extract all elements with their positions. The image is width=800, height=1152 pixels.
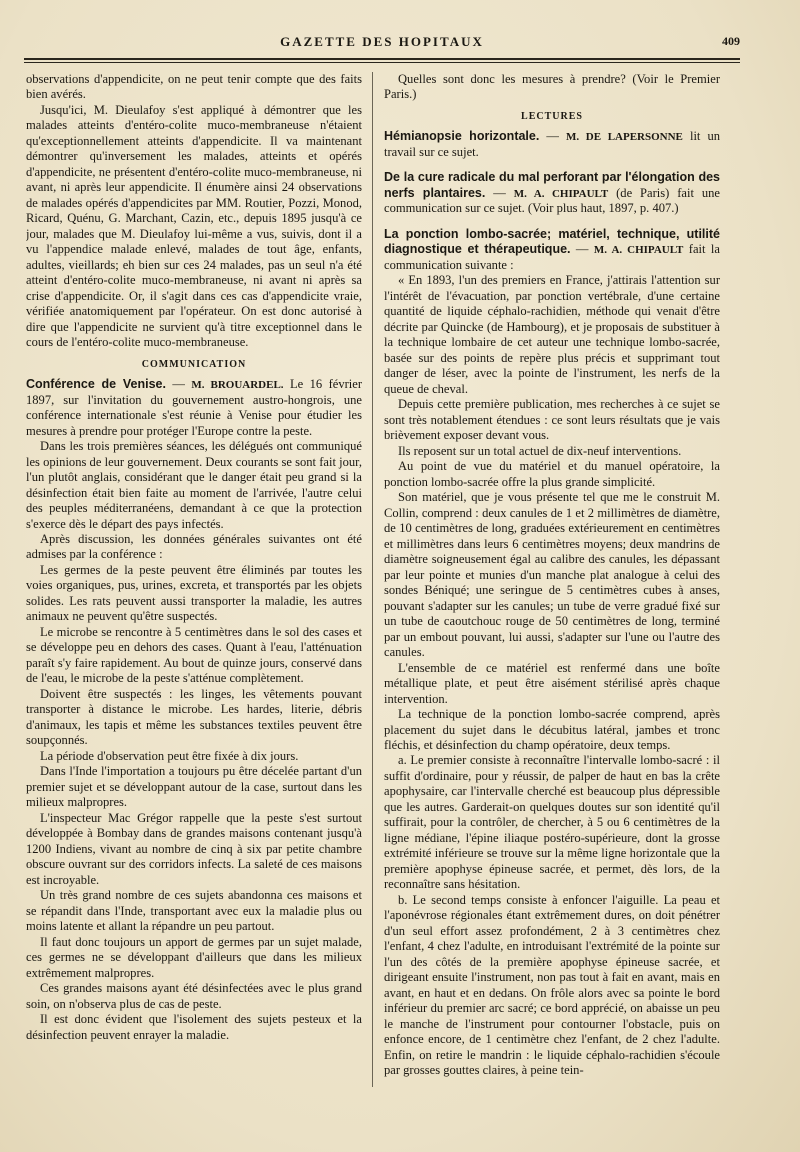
article-title: La ponction lombo-sacrée; matériel, technique, utilité diagnostique et thérapeutique.	[384, 226, 720, 257]
paragraph: Il est donc évident que l'isolement des sujets pesteux et la désinfection peuvent enrayer la maladie.	[26, 1012, 362, 1042]
article-author: M. DE LAPERSONNE	[565, 131, 683, 144]
paragraph: La période d'observation peut être fixée à dix jours.	[40, 748, 299, 763]
article-title: Conférence de Venise.	[26, 377, 166, 392]
column-divider	[372, 72, 373, 1087]
paragraph: Quelles sont donc les mesures à prendre? (Voir le Premier Paris.)	[384, 72, 720, 102]
article-lead-hemianopsie	[384, 129, 720, 160]
paragraph: Le microbe se rencontre à 5 centimètres dans le sol des cases et se développe peu en dehors des cases. Quant à l'eau, l'atténuation paraît s'y faire rapidement. Au bout de quinze jours, conservé dans de l'eau, le microbe de la peste s'atténue complètement.	[26, 624, 362, 686]
paragraph: Les germes de la peste peuvent être éliminés par toutes les voies organiques, pus, urines, excreta, et transportés par les objets solides. Les rats peuvent aussi transporter la maladie, les autres animaux ne peuvent qu'être suspectés.	[26, 562, 362, 624]
article-text: (de Paris) fait une communication sur ce sujet. (Voir plus haut, 1897, p. 407.)	[384, 185, 720, 216]
spacer	[384, 217, 720, 223]
dash: —	[165, 377, 192, 392]
paragraph: Son matériel, que je vous présente tel que me le construit M. Collin, comprend : deux canules de 1 et 2 millimètres de diamètre, de 10 centimètres de long, graduées extérieurement en centimètres et millimètres dans leurs 6 centimètres moyens; deux mandrins de diamètre soigneusement égal au calibre des canules, les dépassant par leur pointe et munies d'un manche plat analogue à celui des sondes Béniqué; une seringue de 5 centimètres cubes à anses, pouvant s'adapter sur les canules; un tube de verre gradué fixé sur un tube de caoutchouc rouge de 50 centimètres de long, terminé par un embout pouvant, lui aussi, s'adapter sur l'une ou l'autre des canules.	[384, 490, 720, 660]
paragraph: Après discussion, les données générales suivantes ont été admises par la conférence :	[26, 532, 362, 562]
paragraph: Dans les trois premières séances, les délégués ont communiqué les opinions de leur gouvernement. Deux courants se sont fait jour, l'un plutôt anglais, considérant que le danger était peu grand si la désinfection était bien faite au moment de l'arrivée, l'autre celui des peuples méditerranéens, demandant à ce que la protection s'exerce dès le départ des pays infectés.	[26, 439, 362, 531]
dash: —	[485, 185, 514, 200]
article-lead-mal-perforant	[384, 170, 720, 217]
section-heading-communication: COMMUNICATION	[141, 358, 247, 370]
paragraph: Ces grandes maisons ayant été désinfectées avec le plus grand soin, on n'observa plus de cas de peste.	[26, 981, 362, 1011]
dash: —	[570, 242, 594, 257]
paragraph: Au point de vue du matériel et du manuel opératoire, la ponction lombo-sacrée offre la plus grande simplicité.	[384, 459, 720, 489]
right-column	[384, 72, 720, 1142]
page-number: 409	[722, 34, 740, 48]
paragraph: L'ensemble de ce matériel est renfermé dans une boîte métallique plate, et peut être aisément stérilisé après chaque intervention.	[384, 660, 720, 706]
paragraph: Jusqu'ici, M. Dieulafoy s'est appliqué à démontrer que les malades atteints d'entéro-colite muco-membraneuse n'étaient qu'exceptionnellement atteints d'appendicite. Il va maintenant démontrer qu'inversement les malades, atteints et opérés d'appendicite, ne présentent d'entéro-colite muco-membraneuse, ni avant, ni après leur appendicite. Il énumère ainsi 24 observations de malades opérés d'appendicites par MM. Routier, Pozzi, Monod, Ricard, Quénu, G. Marchant, Cazin, etc., depuis 1895 jusqu'à ce jour, malades que M. Dieulafoy lui-même a vus, suivis, dont il a vu l'appendice malade enlevé, malades de tout âge, enfants, adultes, vieillards; eh bien sur ces 24 malades, pas un seul n'a été atteint d'entéro-colite muco-membraneuse, ni avant ni après sa crise d'appendicite. Or, il s'agit dans ces cas d'appendicite vraie, vérifiée anatomiquement par l'opérateur. On est donc autorisé à dire que l'appendicite ne survient qu'à titre exceptionnel dans le cours de l'entéro-colite muco-membraneuse.	[26, 102, 362, 350]
article-lead-ponction	[384, 227, 720, 274]
paragraph: « En 1893, l'un des premiers en France, j'attirais l'attention sur l'intérêt de l'évacuation, par ponction vertébrale, d'une certaine quantité de liquide céphalo-rachidien, méthode qui venait d'être décrite par Quincke (de Hambourg), et je proposais de substituer à la technique lombaire de cet auteur une technique lombo-sacrée, basée sur des points de repère plus précis et supprimant tout danger de léser, avec la pointe de l'instrument, les nerfs de la queue de cheval.	[384, 273, 720, 396]
paragraph: La technique de la ponction lombo-sacrée comprend, après placement du sujet dans le décubitus latéral, jambes et tronc fléchis, et désinfection du champ opératoire, deux temps.	[384, 707, 720, 752]
paragraph: Doivent être suspectés : les linges, les vêtements pouvant transporter à distance le microbe. Les hardes, literie, débris d'animaux, les tapis et même les substances textiles peuvent être soupçonnés.	[26, 686, 362, 748]
header-rule-thin	[24, 62, 740, 63]
paragraph: Il faut donc toujours un apport de germes par un sujet malade, ces germes ne se développant d'ailleurs que dans les milieux extrêmement malpropres.	[26, 934, 362, 980]
article-author: M. A. CHIPAULT	[593, 244, 684, 257]
dash: —	[539, 129, 566, 144]
article-text: Le 16 février 1897, sur l'invitation du gouvernement austro-hongrois, une conférence internationale s'est réunie à Venise pour étudier les mesures à prendre pour protéger l'Europe contre la peste.	[26, 377, 362, 438]
paragraph: L'inspecteur Mac Grégor rappelle que la peste s'est surtout développée à Bombay dans de grandes maisons contenant jusqu'à 1200 Indiens, vivant au nombre de cinq à six par petite chambre obscure ouvrant sur des corridors infects. La saleté de ces maisons est incroyable.	[26, 810, 362, 887]
article-title: De la cure radicale du mal perforant par l'élongation des nerfs plantaires.	[384, 170, 720, 200]
paragraph: observations d'appendicite, on ne peut tenir compte que des faits bien avérés.	[26, 72, 362, 102]
header-rule	[24, 58, 740, 60]
paragraph: Depuis cette première publication, mes recherches à ce sujet se sont très notablement étendues : ce sont leurs résultats que je vais brièvement exposer devant vous.	[384, 397, 720, 443]
article-lead-venise	[26, 377, 362, 439]
article-text: lit un travail sur ce sujet.	[384, 129, 720, 159]
spacer	[384, 160, 720, 166]
paragraph: b. Le second temps consiste à enfoncer l'aiguille. La peau et l'aponévrose régionales étant extrêmement dures, on doit pénétrer d'un seul effort assez profondément, 2 à 3 centimètres chez l'enfant, 4 chez l'adulte, en introduisant l'extrémité de la pointe sur l'un des côtés de la première apophyse épineuse sacrée, et dirigeant ensuite l'instrument, non pas tout à fait en avant, mais en avant, en haut et en dedans. On frôle alors avec sa pointe le bord inférieur du premier arc sacré; ce bord apprécié, on abaisse un peu le manche de l'instrument pour contourner l'obstacle, puis on enfonce encore, de 1 centimètre chez l'enfant, de 2 chez l'adulte. Enfin, on retire le mandrin : le liquide céphalo-rachidien s'écoule par grosses gouttes claires, à peine tein-	[384, 892, 720, 1078]
paragraph: a. Le premier consiste à reconnaître l'intervalle lombo-sacré : il suffit d'ordinaire, pour y réussir, de palper de haut en bas la crête apophysaire, car l'intervalle cherché est beaucoup plus dépressible que les autres. Garderait-on quelques doutes sur son identité qu'il suffirait, pour la contrôler, de chercher, à 5 ou 6 centimètres de la ligne médiane, l'épine iliaque postéro-supérieure, dont la grosse extrémité inférieure se trouve sur la même ligne horizontale que la première apophyse épineuse sacrée, et permet, dès lors, de la reconnaître sans hésitation.	[384, 753, 720, 892]
left-column	[26, 72, 362, 1142]
paragraph: Dans l'Inde l'importation a toujours pu être décelée partant d'un premier sujet et se développant autour de la case, surtout dans les milieux malpropres.	[26, 764, 362, 810]
article-title: Hémianopsie horizontale.	[384, 129, 540, 144]
paragraph: Ils reposent sur un total actuel de dix-neuf interventions.	[398, 443, 682, 458]
running-head	[24, 34, 740, 52]
section-heading-lectures: LECTURES	[521, 110, 583, 122]
article-author: M. A. CHIPAULT	[513, 187, 609, 200]
journal-title: GAZETTE DES HOPITAUX	[280, 34, 484, 49]
article-text: fait la communication suivante :	[384, 242, 720, 272]
paragraph: Un très grand nombre de ces sujets abandonna ces maisons et se répandit dans l'Inde, transportant avec eux la maladie plus ou moins latente et allant la répandre un peu partout.	[26, 888, 362, 934]
article-author: M. BROUARDEL.	[191, 379, 284, 392]
